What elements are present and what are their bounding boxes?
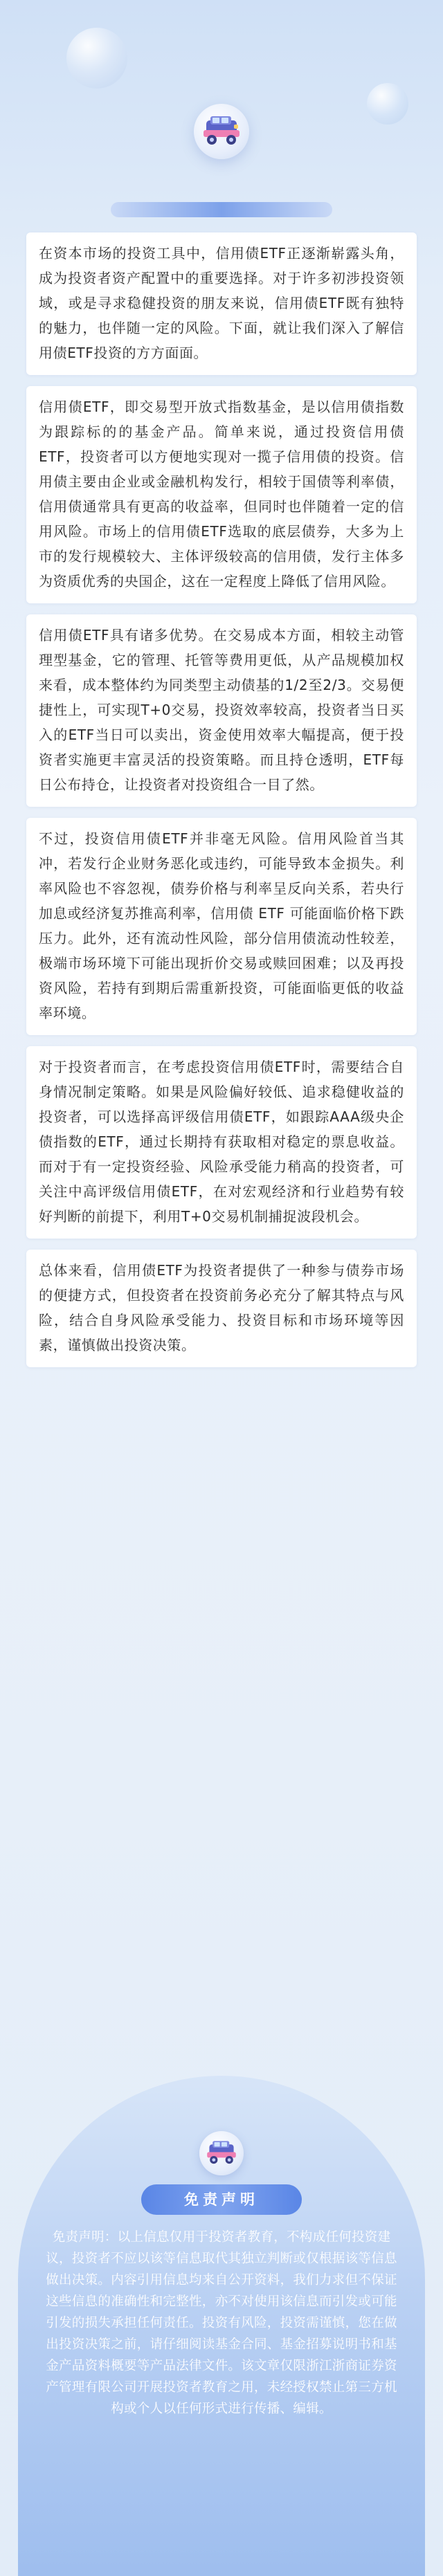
decorative-bubble: [66, 28, 127, 89]
paragraph-card: [26, 614, 417, 807]
paragraph: 总体来看，信用债ETF为投资者提供了一种参与债券市场的便捷方式，但投资者在投资前务必充分了解其特点与风险，结合自身风险承受能力、投资目标和市场环境等因素，谨慎做出投资决策。: [39, 1262, 404, 1353]
paragraph: 在资本市场的投资工具中，信用债ETF正逐渐崭露头角，成为投资者资产配置中的重要选择。对于许多初涉投资领域，或是寻求稳健投资的朋友来说，信用债ETF既有独特的魅力，也伴随一定的风险。下面，就让我们深入了解信用债ETF投资的方方面面。: [39, 245, 404, 361]
paragraph-card: [26, 1046, 417, 1239]
disclaimer-text: 免责声明：以上信息仅用于投资者教育，不构成任何投资建议，投资者不应以该等信息取代其独立判断或仅根据该等信息做出决策。内容引用信息均来自公开资料，我们力求但不保证这些信息的准确性和完整性，亦不对使用该信息而引发或可能引发的损失承担任何责任。投资有风险，投资需谨慎，您在做出投资决策之前，请仔细阅读基金合同、基金招募说明书和基金产品资料概要等产品法律文件。该文章仅限浙江浙商证券资产管理有限公司开展投资者教育之用，未经授权禁止第三方机构或个人以任何形式进行传播、编辑。: [46, 2230, 397, 2416]
paragraph: 对于投资者而言，在考虑投资信用债ETF时，需要结合自身情况制定策略。如果是风险偏好较低、追求稳健收益的投资者，可以选择高评级信用债ETF，如跟踪AAA级央企债指数的ETF，通过长期持有获取相对稳定的票息收益。而对于有一定投资经验、风险承受能力稍高的投资者，可关注中高评级信用债ETF，在对宏观经济和行业趋势有较好判断的前提下，利用T+0交易机制捕捉波段机会。: [39, 1059, 404, 1225]
paragraph-card: [26, 1250, 417, 1367]
paragraph: 信用债ETF具有诸多优势。在交易成本方面，相较主动管理型基金，它的管理、托管等费用更低，从产品规模加权来看，成本整体约为同类型主动债基的1/2至2/3。交易便捷性上，可实现T+0交易，投资效率较高，投资者当日买入的ETF当日可以卖出，资金使用效率大幅提高，便于投资者实施更丰富灵活的投资策略。而且持仓透明，ETF每日公布持仓，让投资者对投资组合一目了然。: [39, 627, 404, 793]
paragraph-card: [26, 818, 417, 1035]
disclaimer-title: 免责声明: [141, 2184, 302, 2215]
paragraph: 信用债ETF，即交易型开放式指数基金，是以信用债指数为跟踪标的的基金产品。简单来说，通过投资信用债ETF，投资者可以方便地实现对一揽子信用债的投资。信用债主要由企业或金融机构发行，相较于国债等利率债，信用债通常具有更高的收益率，但同时也伴随着一定的信用风险。市场上的信用债ETF选取的底层债券，大多为上市的发行规模较大、主体评级较高的信用债，发行主体多为资质优秀的央国企，这在一定程度上降低了信用风险。: [39, 399, 404, 590]
paragraph-card: [26, 386, 417, 603]
car-illustration-icon: [194, 104, 249, 159]
car-illustration-icon: [199, 2131, 244, 2175]
decorative-bubble: [367, 83, 408, 125]
paragraph-card: [26, 232, 417, 375]
paragraph: 不过，投资信用债ETF并非毫无风险。信用风险首当其冲，若发行企业财务恶化或违约，可能导致本金损失。利率风险也不容忽视，债券价格与利率呈反向关系，若央行加息或经济复苏推高利率，信用债 ETF 可能面临价格下跌压力。此外，还有流动性风险，部分信用债流动性较差，极端市场环境下可能出现折价交易或赎回困难；以及再投资风险，若持有到期后需重新投资，可能面临更低的收益率环境。: [39, 830, 404, 1021]
decorative-header-bar: [111, 202, 332, 217]
article-body: [26, 232, 417, 1378]
